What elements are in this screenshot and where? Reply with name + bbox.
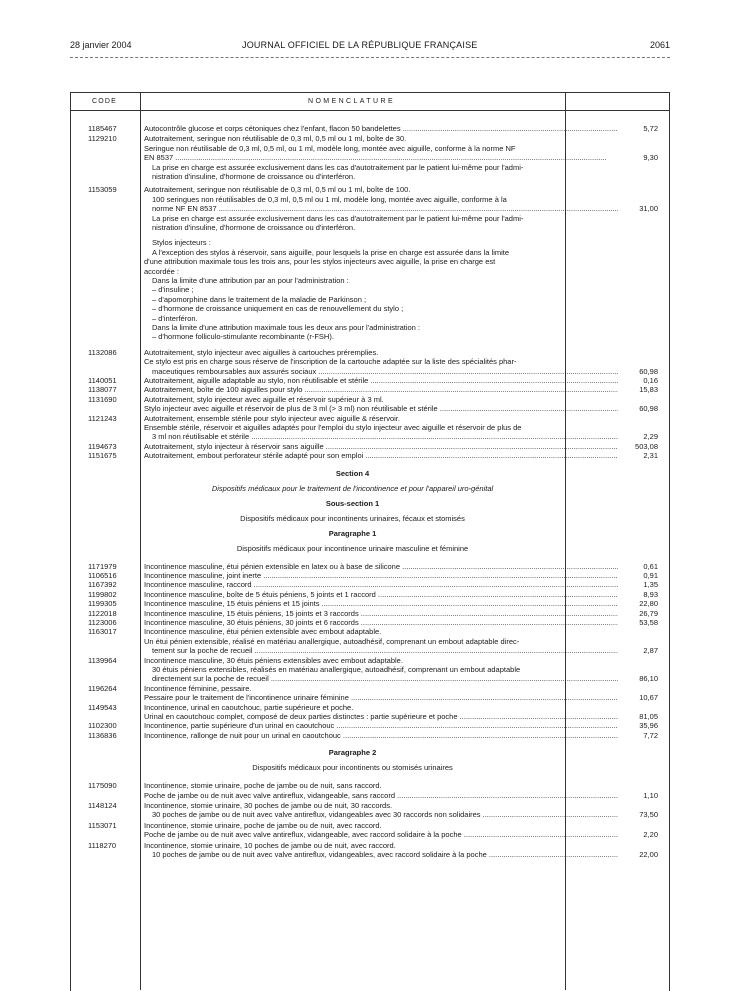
product-code: 1199802 [88,589,117,599]
description-line: Poche de jambe ou de nuit avec valve antireflux, vidangeable, avec raccord solidaire à la poche ..... [144,830,618,839]
row-code [88,599,144,608]
row-description [144,801,618,820]
row-description [144,124,618,133]
row-description [144,609,618,618]
row-code [88,451,144,460]
row-price: 60,98 [639,404,658,414]
row-description [144,571,618,580]
description-line: 100 seringues non réutilisables de 0,3 ml, 0,5 ml ou 1 ml, modèle long, montée avec aiguille, conforme à la [152,194,507,204]
row-price: 15,83 [639,385,658,395]
description-line: Incontinence masculine, 30 étuis péniens extensibles avec embout adaptable. [144,655,403,665]
stylos-intro-line: accordée : [144,266,180,276]
description-line: Pessaire pour le traitement de l'incontinence urinaire féminine ..... [144,693,618,702]
description-line: Incontinence masculine, 30 étuis péniens, 30 joints et 6 raccords ..... [144,618,618,627]
description-line: Autotraitement, aiguille adaptable au stylo, non réutilisable et stérile ..... [144,376,618,385]
row-description [144,618,618,627]
row-code [88,609,144,618]
description-line: 30 poches de jambe ou de nuit avec valve antireflux, vidangeables avec 30 raccords non solidaires ..... [144,810,618,819]
row-code [88,385,144,394]
row-code [88,781,144,790]
description-line: 10 poches de jambe ou de nuit avec valve antireflux, vidangeables, avec raccord solidaire à la poche ..... [144,850,618,859]
description-line: Incontinence, stomie urinaire, 10 poches de jambe ou de nuit, avec raccord. [144,840,396,850]
stylos-item: – d'interféron. [152,313,198,323]
row-price: 503,08 [635,441,658,451]
paragraph-title: Paragraphe 2 [328,748,377,758]
section-subtitle: Dispositifs médicaux pour le traitement de l'incontinence et pour l'appareil uro-génital [211,483,494,493]
column-header-nomenclature: NOMENCLATURE [308,98,396,105]
row-price: 22,00 [639,849,658,859]
row-code [88,590,144,599]
row-code [88,703,144,712]
product-code: 1123006 [88,618,117,627]
description-line: Autotraitement, embout perforateur stérile adapté pour son emploi ..... [144,451,618,460]
row-description [144,731,618,740]
row-price: 81,05 [639,711,658,721]
row-code [88,656,144,665]
row-price: 10,67 [639,693,658,703]
product-code: 1139964 [88,655,117,665]
page-header [70,40,670,54]
row-description [144,185,618,232]
product-code: 1151675 [88,451,117,461]
row-price: 8,93 [643,589,658,599]
stylos-intro-line: d'une attribution maximale tous les trois ans, pour les stylos injecteurs avec aiguille, la prise en charge est [144,257,496,267]
row-price: 0,61 [643,561,658,571]
stylos-title: Stylos injecteurs : [152,238,211,248]
row-description [144,348,618,376]
row-description [144,627,618,655]
product-code: 1149543 [88,702,117,712]
row-code [88,821,144,830]
description-note: La prise en charge est assurée exclusivement dans les cas d'autotraitement par le patient lui-même pour l'admi- [152,213,524,223]
row-code [88,134,144,143]
description-line: Incontinence, rallonge de nuit pour un urinal en caoutchouc ..... [144,731,618,740]
row-code [88,841,144,850]
row-description [144,599,618,608]
row-description [144,656,618,684]
description-line: directement sur la poche de recueil ..... [144,674,618,683]
row-code [88,395,144,404]
description-line: Incontinence masculine, joint inerte ..... [144,571,618,580]
description-line: Urinal en caoutchouc complet, composé de deux parties distinctes : partie supérieure et poche ..... [144,712,618,721]
stylos-item: – d'insuline ; [152,285,194,295]
row-description [144,721,618,730]
row-price: 73,50 [639,810,658,820]
product-code: 1122018 [88,608,117,618]
row-code [88,185,144,194]
description-line: Ce stylo est pris en charge sous réserve de l'inscription de la cartouche adaptée sur la liste des spécialités phar- [144,357,517,367]
row-description [144,385,618,394]
description-line: Ensemble stérile, réservoir et aiguilles adaptés pour l'emploi du stylo injecteur avec aiguille et réservoir de plus de [144,423,522,432]
row-price: 0,91 [643,571,658,580]
product-code: 1163017 [88,627,117,637]
row-description [144,562,618,571]
description-line: Un étui pénien extensible, réalisé en matériau anallergique, autoadhésif, comprenant un embout adaptable direc- [144,636,520,646]
description-line: Autocontrôle glucose et corps cétoniques chez l'enfant, flacon 50 bandelettes ..... [144,124,618,133]
row-code [88,627,144,636]
description-line: Incontinence masculine, étui pénien extensible en latex ou à base de silicone ..... [144,562,618,571]
stylos-item: – d'hormone folliculo-stimulante recombinante (r-FSH). [152,332,334,342]
row-code [88,721,144,730]
row-code [88,562,144,571]
product-code: 1138077 [88,385,117,395]
row-price: 2,20 [643,830,658,840]
description-note: nistration d'insuline, d'hormone de croissance ou d'interféron. [152,223,356,233]
header-page-number: 2061 [649,40,670,50]
row-price: 7,72 [643,730,658,740]
row-code [88,580,144,589]
row-price: 53,58 [639,618,658,627]
description-line: Incontinence, stomie urinaire, poche de jambe ou de nuit, sans raccord. [144,781,382,791]
description-line: norme NF EN 8537 ..... [144,204,618,213]
row-price: 2,31 [643,451,658,461]
description-line: Incontinence masculine, raccord ..... [144,580,618,589]
header-date: 28 janvier 2004 [70,40,132,50]
description-line: Incontinence masculine, étui pénien extensible avec embout adaptable. [144,627,382,637]
row-code [88,442,144,451]
row-price: 2,87 [643,646,658,656]
row-description [144,684,618,703]
row-price: 35,96 [639,721,658,731]
product-code: 1185467 [88,124,117,133]
row-price: 86,10 [639,674,658,684]
description-line: Autotraitement, stylo injecteur avec aiguilles à cartouches préremplies. [144,347,379,357]
description-note: nistration d'insuline, d'hormone de croissance ou d'interféron. [152,172,356,182]
description-line: tement sur la poche de recueil ..... [144,646,618,655]
row-price: 1,35 [643,580,658,590]
subsection-subtitle: Dispositifs médicaux pour incontinents urinaires, fécaux et stomisés [240,513,465,523]
product-code: 1118270 [88,840,117,850]
row-code [88,618,144,627]
subsection-title: Sous-section 1 [325,498,380,508]
product-code: 1196264 [88,683,117,693]
row-description [144,821,618,840]
description-line: Incontinence féminine, pessaire. [144,683,252,693]
product-code: 1171979 [88,561,117,571]
paragraph-title: Paragraphe 1 [328,528,377,538]
row-description [144,414,618,442]
table-header-rule [70,110,669,111]
description-line: Incontinence, stomie urinaire, 30 poches de jambe ou de nuit, 30 raccords. [144,801,393,810]
row-price: 26,79 [639,608,658,618]
description-line: Incontinence masculine, 15 étuis péniens et 15 joints ..... [144,599,618,608]
row-code [88,348,144,357]
description-line: 30 étuis péniens extensibles, réalisés en matériau anallergique, autoadhésif, comprenant un embout adaptable [152,665,521,674]
row-description [144,442,618,451]
section-title: Section 4 [335,468,370,478]
row-code [88,376,144,385]
row-code [88,731,144,740]
row-description [144,703,618,722]
description-line: Poche de jambe ou de nuit avec valve antireflux, vidangeable, sans raccord ..... [144,791,618,800]
description-line: 3 ml non réutilisable et stérile ..... [144,432,618,441]
column-header-code: CODE [92,98,118,105]
product-code: 1121243 [88,413,117,423]
row-code [88,414,144,423]
product-code: 1131690 [88,394,117,404]
row-description [144,395,618,414]
product-code: 1199305 [88,599,117,609]
row-code [88,801,144,810]
row-description [144,580,618,589]
product-code: 1136836 [88,730,117,740]
row-description [144,781,618,800]
row-price: 22,80 [639,599,658,609]
row-code [88,124,144,133]
row-price: 31,00 [639,204,658,214]
row-price: 1,10 [643,790,658,800]
description-line: Incontinence, urinal en caoutchouc, partie supérieure et poche. [144,702,354,712]
description-line: Seringue non réutilisable de 0,3 ml, 0,5 ml, ou 1 ml, modèle long, montée avec aiguille, conforme à la norme NF [144,143,516,153]
stylos-limit: Dans la limite d'une attribution maximale tous les deux ans pour l'administration : [152,323,420,333]
description-note: La prise en charge est assurée exclusivement dans les cas d'autotraitement par le patient lui-même pour l'admi- [152,162,524,172]
product-code: 1194673 [88,441,117,451]
row-code [88,684,144,693]
description-line: Stylo injecteur avec aiguille et réservoir de plus de 3 ml (> 3 ml) non réutilisable et stérile ..... [144,404,618,413]
description-line: Autotraitement, seringue non réutilisable de 0,3 ml, 0,5 ml ou 1 ml, boîte de 30. [144,134,407,144]
product-code: 1148124 [88,801,117,810]
stylos-item: – d'hormone de croissance uniquement en cas de renouvellement du stylo ; [152,304,404,314]
column-divider-code [140,92,141,990]
row-description [144,376,618,385]
product-code: 1153071 [88,820,117,830]
header-rule [70,57,670,58]
description-line: Autotraitement, seringue non réutilisable de 0,3 ml, 0,5 ml ou 1 ml, boîte de 100. [144,185,411,195]
row-description [144,134,618,181]
stylos-limit: Dans la limite d'une attribution par an pour l'administration : [152,276,349,286]
row-price: 9,30 [643,153,658,163]
paragraph-subtitle: Dispositifs médicaux pour incontinents ou stomisés urinaires [252,763,453,773]
product-code: 1175090 [88,781,117,791]
description-line: Incontinence, stomie urinaire, poche de jambe ou de nuit, avec raccord. [144,820,382,830]
description-line: Autotraitement, stylo injecteur avec aiguille et réservoir supérieur à 3 ml. [144,394,384,404]
product-code: 1102300 [88,721,117,731]
description-line: Autotraitement, boîte de 100 aiguilles pour stylo ..... [144,385,618,394]
row-price: 2,29 [643,432,658,442]
header-journal-title: JOURNAL OFFICIEL DE LA RÉPUBLIQUE FRANÇAISE [242,40,478,50]
product-code: 1140051 [88,376,117,385]
row-description [144,841,618,860]
row-description [144,451,618,460]
row-price: 60,98 [639,366,658,376]
description-line: Incontinence masculine, 15 étuis péniens, 15 joints et 3 raccords ..... [144,609,618,618]
product-code: 1153059 [88,185,117,195]
product-code: 1132086 [88,347,117,357]
stylos-item: – d'apomorphine dans le traitement de la maladie de Parkinson ; [152,294,367,304]
description-line: EN 8537 ..... [144,153,618,162]
row-price: 0,16 [643,376,658,385]
product-code: 1129210 [88,134,117,144]
product-code: 1106516 [88,571,117,580]
stylos-text [144,238,618,341]
row-code [88,571,144,580]
stylos-intro-line: A l'exception des stylos à réservoir, sans aiguille, pour lesquels la prise en charge est assurée dans la limite [152,247,510,257]
description-line: Autotraitement, stylo injecteur à réservoir sans aiguille ..... [144,442,618,451]
row-price: 5,72 [643,124,658,133]
description-line: maceutiques remboursables aux assurés sociaux ..... [144,367,618,376]
description-line: Incontinence, partie supérieure d'un urinal en caoutchouc ..... [144,721,618,730]
product-code: 1167392 [88,580,117,590]
description-line: Incontinence masculine, boîte de 5 étuis péniens, 5 joints et 1 raccord ..... [144,590,618,599]
description-line: Autotraitement, ensemble stérile pour stylo injecteur avec aiguille & réservoir. [144,413,400,423]
paragraph-subtitle: Dispositifs médicaux pour incontinence urinaire masculine et féminine [236,543,469,553]
row-description [144,590,618,599]
